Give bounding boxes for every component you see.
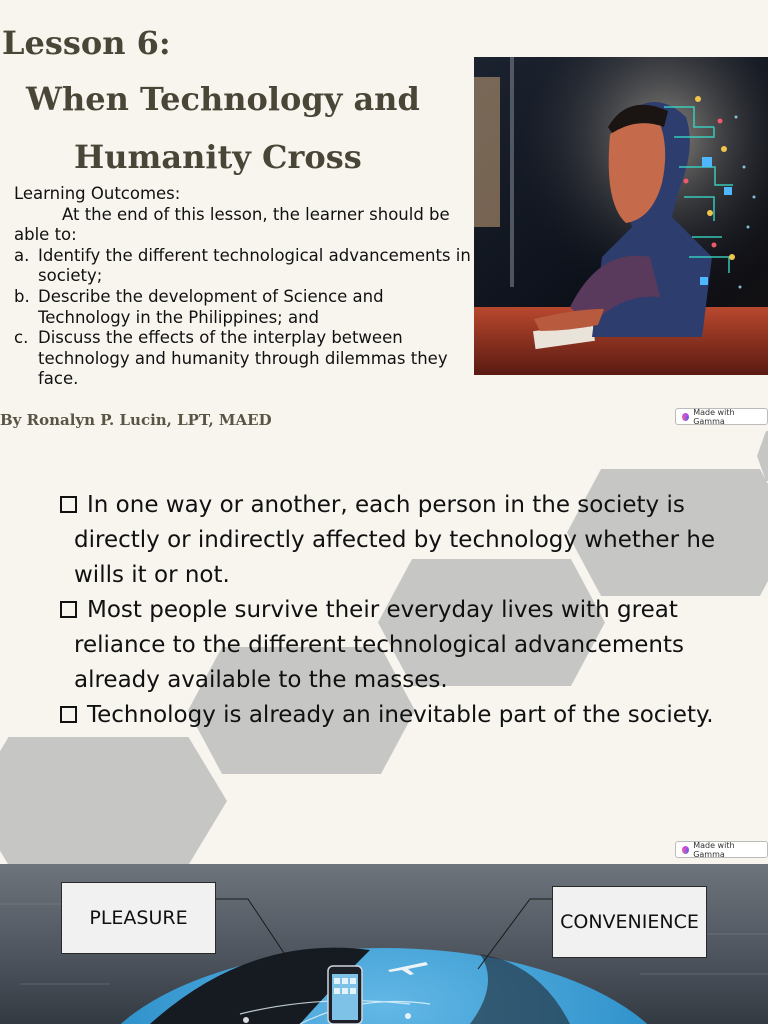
bullet-text: In one way or another, each person in the society is directly or indirectly affected by technology whether he wills it or not. xyxy=(74,492,716,588)
checkbox-bullet-icon xyxy=(60,601,77,618)
badge-label: Made with Gamma xyxy=(693,407,735,426)
outcome-marker: a. xyxy=(14,245,30,265)
convenience-label-box xyxy=(552,886,707,958)
pleasure-label-box xyxy=(61,882,216,954)
smartphone-icon xyxy=(326,964,366,1024)
outcome-text: Describe the development of Science and Technology in the Philippines; and xyxy=(38,286,384,327)
outcome-item xyxy=(14,328,476,390)
title-line-2: When Technology and xyxy=(26,80,420,118)
checkbox-bullet-icon xyxy=(60,496,77,513)
slide-3 xyxy=(0,864,768,1024)
pleasure-label: PLEASURE xyxy=(89,907,188,929)
convenience-label: CONVENIENCE xyxy=(560,911,699,933)
title-line-3: Humanity Cross xyxy=(74,138,362,176)
bullet-item xyxy=(60,593,720,698)
bullet-item xyxy=(60,698,720,733)
airplane-icon xyxy=(386,958,430,976)
badge-label: Made with Gamma xyxy=(693,840,735,859)
outcome-text: Identify the different technological advancements in society; xyxy=(38,245,471,286)
outcome-marker: b. xyxy=(14,286,30,306)
learning-outcomes xyxy=(14,184,476,390)
gamma-logo-icon xyxy=(682,413,689,421)
hexagon-shape xyxy=(0,737,227,865)
outcomes-list xyxy=(14,246,476,390)
made-with-gamma-badge[interactable] xyxy=(675,408,768,425)
author-credit: By Ronalyn P. Lucin, LPT, MAED xyxy=(0,411,272,429)
made-with-gamma-badge[interactable] xyxy=(675,841,768,858)
bullet-text: Most people survive their everyday lives with great reliance to the different technological advancements already available to the masses. xyxy=(74,597,684,693)
bullet-text: Technology is already an inevitable part of the society. xyxy=(87,702,714,728)
outcome-item xyxy=(14,246,476,287)
title-line-1: Lesson 6: xyxy=(2,24,171,62)
outcomes-heading: Learning Outcomes: xyxy=(14,184,181,203)
gamma-logo-icon xyxy=(682,846,689,854)
bullet-list xyxy=(60,488,720,733)
outcomes-intro: At the end of this lesson, the learner should be able to: xyxy=(14,204,450,245)
checkbox-bullet-icon xyxy=(60,706,77,723)
outcome-item xyxy=(14,287,476,328)
person-with-digital-brain-image xyxy=(474,57,768,375)
bullet-item xyxy=(60,488,720,593)
outcome-marker: c. xyxy=(14,328,29,348)
outcome-text: Discuss the effects of the interplay between technology and humanity through dilemmas they face. xyxy=(38,328,448,389)
hero-illustration xyxy=(474,57,768,375)
